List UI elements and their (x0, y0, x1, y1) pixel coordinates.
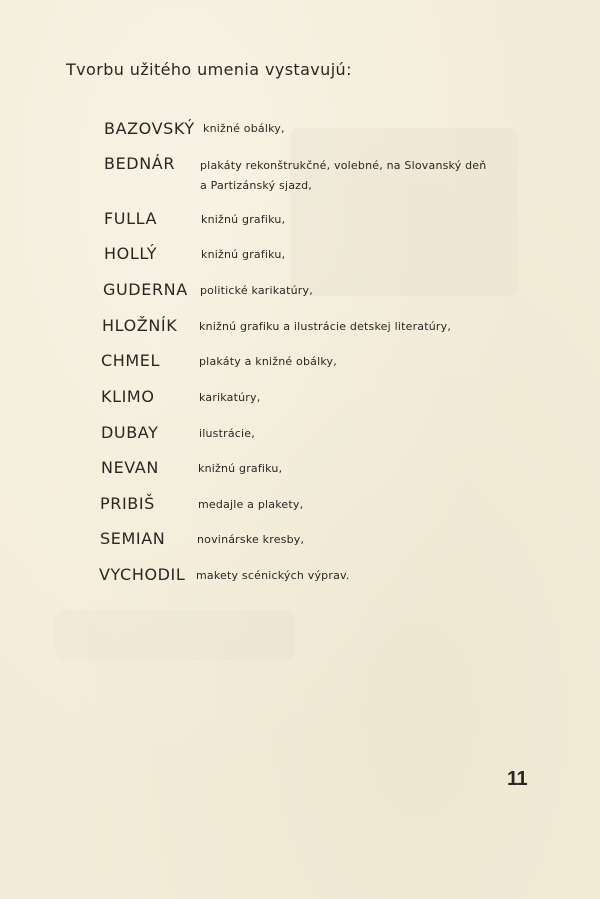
artist-name: SEMIAN (100, 529, 166, 548)
artist-name: PRIBIŠ (100, 494, 155, 513)
artist-work: karikatúry, (199, 391, 261, 404)
artist-work: novinárske kresby, (197, 533, 305, 546)
artist-work: knižnú grafiku, (198, 462, 283, 475)
page-number: 11 (507, 768, 528, 790)
artist-name: GUDERNA (103, 280, 188, 299)
artist-work: knižnú grafiku, (201, 248, 286, 261)
artist-work: makety scénických výprav. (196, 569, 350, 582)
artist-work: medajle a plakety, (198, 498, 304, 511)
artist-name: HLOŽNÍK (102, 316, 178, 335)
artist-name: CHMEL (101, 351, 161, 370)
page-heading: Tvorbu užitého umenia vystavujú: (66, 60, 352, 79)
artist-work-continued: a Partizánský sjazd, (200, 179, 312, 192)
artist-work: knižnú grafiku, (201, 213, 286, 226)
artist-work: knižnú grafiku a ilustrácie detskej literatúry, (199, 320, 452, 333)
artist-name: HOLLÝ (104, 244, 158, 263)
artist-work: ilustrácie, (199, 427, 255, 440)
artist-name: VYCHODIL (99, 565, 186, 584)
bleed-through-shadow (290, 128, 518, 296)
artist-work: plakáty a knižné obálky, (199, 355, 337, 368)
artist-name: NEVAN (101, 458, 159, 477)
artist-name: FULLA (104, 209, 158, 228)
artist-name: BAZOVSKÝ (104, 119, 195, 138)
bleed-through-shadow (55, 610, 295, 660)
artist-name: DUBAY (101, 423, 159, 442)
artist-work: knižné obálky, (203, 122, 285, 135)
artist-name: BEDNÁR (104, 154, 176, 173)
artist-name: KLIMO (101, 387, 155, 406)
artist-work: plakáty rekonštrukčné, volebné, na Slovanský deň (200, 159, 487, 172)
artist-work: politické karikatúry, (200, 284, 313, 297)
